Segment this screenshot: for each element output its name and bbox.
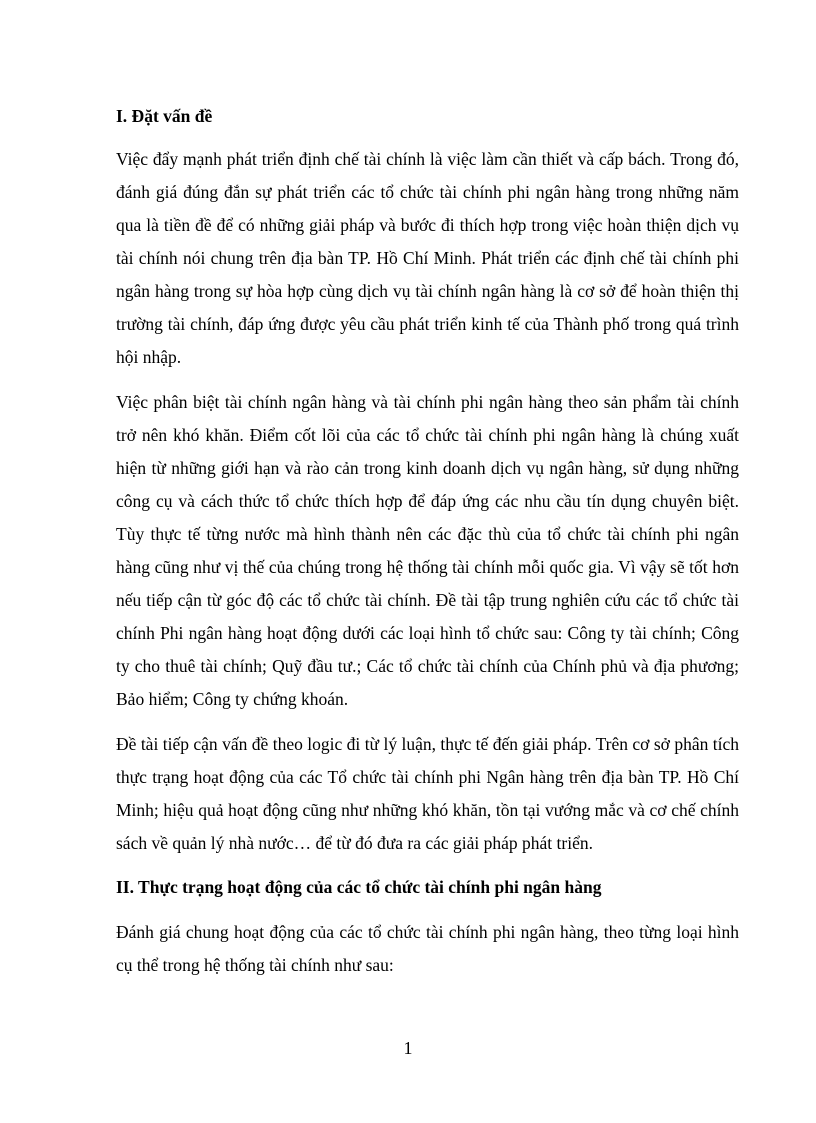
paragraph-1: Việc đẩy mạnh phát triển định chế tài chính là việc làm cần thiết và cấp bách. Trong đó, đánh giá đúng đắn sự phát triển các tổ chức tài chính phi ngân hàng trong những năm qua là tiền đề để có những giải pháp và bước đi thích hợp trong việc hoàn thiện dịch vụ tài chính nói chung trên địa bàn TP. Hồ Chí Minh. Phát triển các định chế tài chính phi ngân hàng trong sự hòa hợp cùng dịch vụ tài chính ngân hàng là cơ sở để hoàn thiện thị trường tài chính, đáp ứng được yêu cầu phát triển kinh tế của Thành phố trong quá trình hội nhập. — [116, 149, 739, 367]
document-page — [116, 101, 739, 994]
section-heading-2: II. Thực trạng hoạt động của các tổ chức tài chính phi ngân hàng — [116, 877, 602, 897]
paragraph-2: Việc phân biệt tài chính ngân hàng và tài chính phi ngân hàng theo sản phẩm tài chính trở nên khó khăn. Điểm cốt lõi của các tổ chức tài chính phi ngân hàng là chúng xuất hiện từ những giới hạn và rào cản trong kinh doanh dịch vụ ngân hàng, sử dụng những công cụ và cách thức tổ chức thích hợp để đáp ứng các nhu cầu tín dụng chuyên biệt. Tùy thực tế từng nước mà hình thành nên các đặc thù của tổ chức tài chính phi ngân hàng cũng như vị thế của chúng trong hệ thống tài chính mỗi quốc gia. Vì vậy sẽ tốt hơn nếu tiếp cận từ góc độ các tổ chức tài chính. Đề tài tập trung nghiên cứu các tổ chức tài chính Phi ngân hàng hoạt động dưới các loại hình tổ chức sau: Công ty tài chính; Công ty cho thuê tài chính; Quỹ đầu tư.; Các tổ chức tài chính của Chính phủ và địa phương; Bảo hiểm; Công ty chứng khoán. — [116, 392, 739, 709]
paragraph-3: Đề tài tiếp cận vấn đề theo logic đi từ lý luận, thực tế đến giải pháp. Trên cơ sở phân tích thực trạng hoạt động của các Tổ chức tài chính phi Ngân hàng trên địa bàn TP. Hồ Chí Minh; hiệu quả hoạt động cũng như những khó khăn, tồn tại vướng mắc và cơ chế chính sách về quản lý nhà nước… để từ đó đưa ra các giải pháp phát triển. — [116, 734, 739, 853]
paragraph-4: Đánh giá chung hoạt động của các tổ chức tài chính phi ngân hàng, theo từng loại hình cụ thể trong hệ thống tài chính như sau: — [116, 922, 739, 975]
section-heading-1: I. Đặt vấn đề — [116, 106, 213, 126]
page-number: 1 — [403, 1038, 413, 1058]
